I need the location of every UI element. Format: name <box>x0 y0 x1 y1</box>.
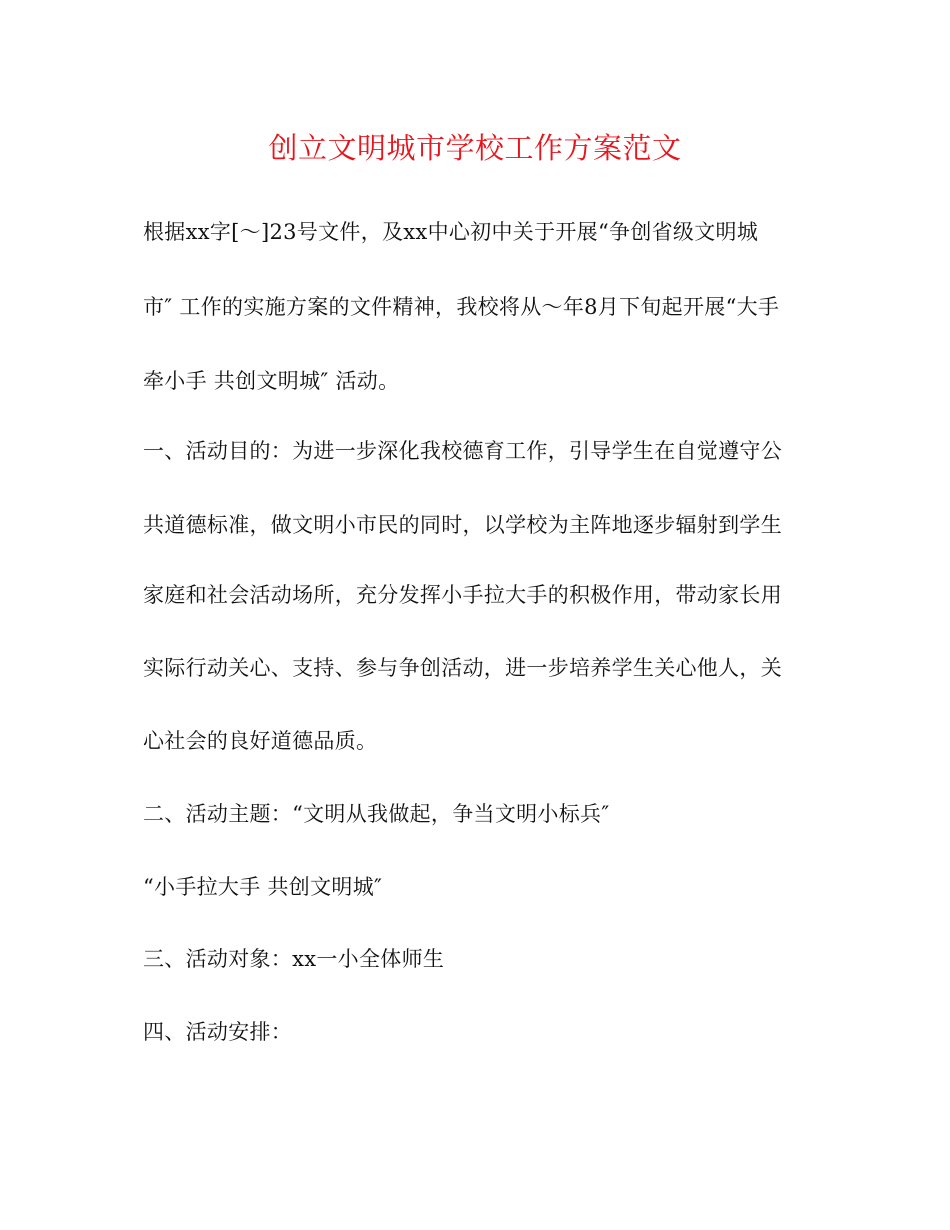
section-one-line-5: 心社会的良好道德品质。 <box>143 729 378 753</box>
document-title: 创立文明城市学校工作方案范文 <box>268 131 682 165</box>
section-two-line-2: “小手拉大手 共创文明城″ <box>143 875 383 899</box>
section-four-heading: 四、活动安排： <box>143 1020 293 1044</box>
body-line-3: 牵小手 共创文明城″ 活动。 <box>143 369 400 393</box>
body-line-2: 市″ 工作的实施方案的文件精神，我校将从～年8月下旬起开展“大手 <box>143 295 780 319</box>
section-one-line-1: 一、活动目的：为进一步深化我校德育工作，引导学生在自觉遵守公 <box>143 439 782 463</box>
section-three-line: 三、活动对象：xx一小全体师生 <box>143 947 445 971</box>
section-one-line-2: 共道德标准，做文明小市民的同时，以学校为主阵地逐步辐射到学生 <box>143 513 782 537</box>
section-two-line-1: 二、活动主题：“文明从我做起，争当文明小标兵″ <box>143 802 610 826</box>
body-line-1: 根据xx字[～]23号文件，及xx中心初中关于开展“争创省级文明城 <box>143 220 759 244</box>
section-one-line-3: 家庭和社会活动场所，充分发挥小手拉大手的积极作用，带动家长用 <box>143 583 782 607</box>
section-one-line-4: 实际行动关心、支持、参与争创活动，进一步培养学生关心他人，关 <box>143 656 782 680</box>
